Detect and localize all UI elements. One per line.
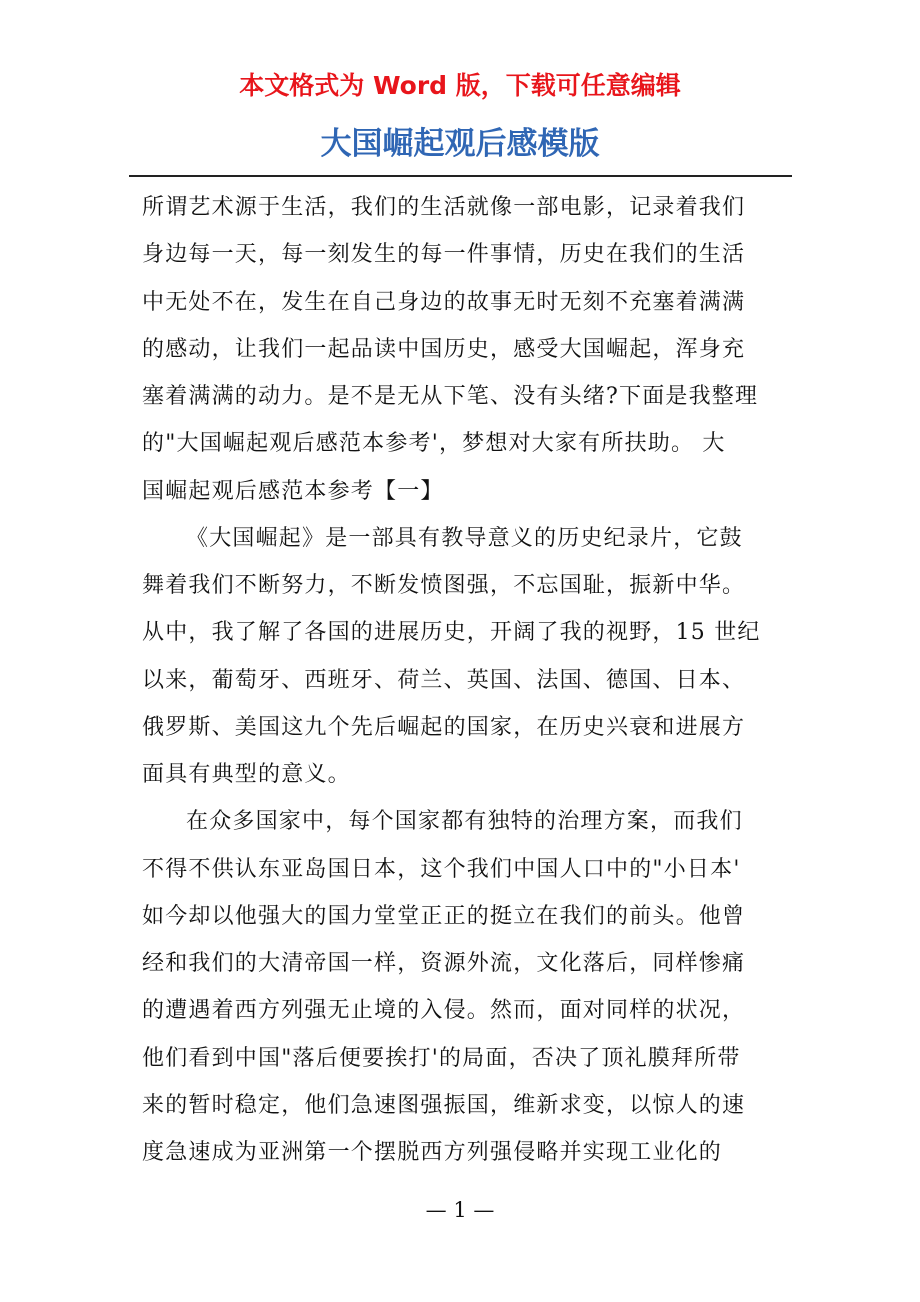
paragraph-start-line: 在众多国家中，每个国家都有独特的治理方案，而我们	[186, 809, 743, 835]
page-number: — 1 —	[425, 1198, 495, 1222]
body-line: 度急速成为亚洲第一个摆脱西方列强侵略并实现工业化的	[142, 1140, 723, 1165]
body-line: 塞着满满的动力。是不是无从下笔、没有头绪?下面是我整理	[142, 384, 759, 409]
section-heading-line: 国崛起观后感范本参考【一】	[142, 478, 444, 504]
paragraph-start-line: 《大国崛起》是一部具有教导意义的历史纪录片，它鼓	[186, 525, 743, 551]
title-divider	[129, 175, 792, 177]
body-line: 他们看到中国"落后便要挨打'的局面，否决了顶礼膜拜所带	[142, 1045, 741, 1071]
body-line: 如今却以他强大的国力堂堂正正的挺立在我们的前头。他曾	[142, 903, 746, 929]
download-banner: 本文格式为 Word 版，下载可任意编辑	[239, 71, 681, 100]
body-line: 以来，葡萄牙、西班牙、荷兰、英国、法国、德国、日本、	[142, 667, 746, 693]
body-line: 的"大国崛起观后感范本参考'，梦想对大家有所扶助。 大	[142, 431, 726, 457]
body-line: 舞着我们不断努力，不断发愤图强，不忘国耻，振新中华。	[142, 573, 746, 598]
body-line: 面具有典型的意义。	[142, 762, 351, 787]
body-line: 俄罗斯、美国这九个先后崛起的国家，在历史兴衰和进展方	[142, 714, 746, 740]
body-line: 不得不供认东亚岛国日本，这个我们中国人口中的"小日本'	[142, 856, 741, 882]
body-line: 所谓艺术源于生活，我们的生活就像一部电影，记录着我们	[142, 195, 746, 220]
body-line: 中无处不在，发生在自己身边的故事无时无刻不充塞着满满	[142, 289, 746, 315]
body-line: 从中，我了解了各国的进展历史，开阔了我的视野，15 世纪	[142, 620, 761, 646]
body-line: 的遭遇着西方列强无止境的入侵。然而，面对同样的状况，	[142, 998, 746, 1024]
body-line: 经和我们的大清帝国一样，资源外流，文化落后，同样惨痛	[142, 951, 746, 976]
body-line: 身边每一天，每一刻发生的每一件事情，历史在我们的生活	[142, 242, 746, 268]
body-line: 的感动，让我们一起品读中国历史，感受大国崛起，浑身充	[142, 336, 746, 362]
document-body	[142, 184, 792, 1176]
body-line: 来的暂时稳定，他们急速图强振国，维新求变，以惊人的速	[142, 1092, 746, 1118]
document-title: 大国崛起观后感模版	[320, 126, 600, 162]
